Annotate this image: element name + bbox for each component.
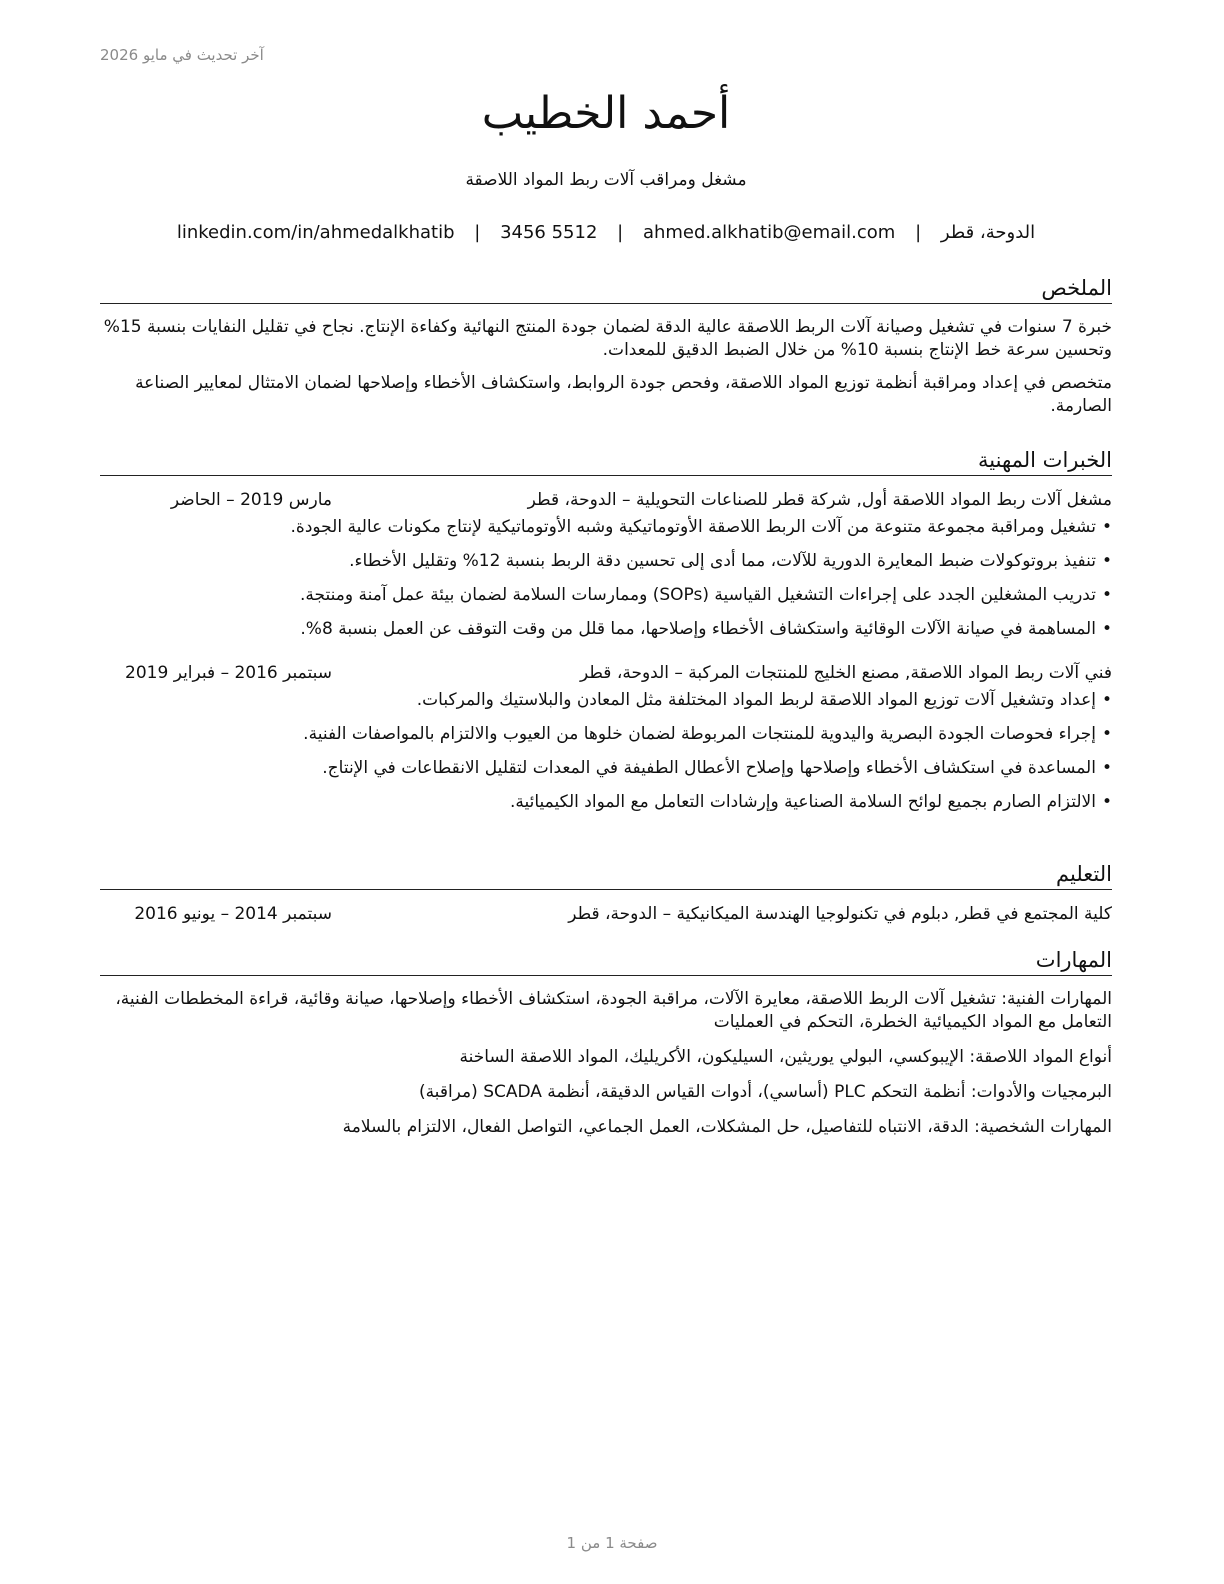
list-item — [100, 550, 1112, 573]
skills-section — [100, 948, 1112, 1151]
bullet-text: المساعدة في استكشاف الأخطاء وإصلاحها وإصلاح الأعطال الطفيفة في المعدات لتقليل الانقطاعات في الإنتاج. — [322, 758, 1096, 779]
bullet-text: المساهمة في صيانة الآلات الوقائية واستكشاف الأخطاء وإصلاحها، مما قلل من وقت التوقف عن العمل بنسبة 8%. — [300, 619, 1096, 640]
contact-email[interactable]: ahmed.alkhatib@email.com — [642, 222, 896, 243]
bullet-text: إجراء فحوصات الجودة البصرية واليدوية للمنتجات المربوطة لضمان خلوها من العيوب والالتزام بالمواصفات الفنية. — [303, 724, 1096, 745]
bullet-icon: • — [1101, 690, 1112, 711]
contact-line — [100, 222, 1112, 243]
bullet-text: الالتزام الصارم بجميع لوائح السلامة الصناعية وإرشادات التعامل مع المواد الكيميائية. — [509, 792, 1096, 813]
list-item — [100, 618, 1112, 641]
job-bullets — [100, 689, 1112, 814]
last-updated-note: آخر تحديث في مايو 2026 — [100, 46, 264, 64]
bullet-text: تدريب المشغلين الجدد على إجراءات التشغيل القياسية (SOPs) وممارسات السلامة لضمان بيئة عمل آمنة ومنتجة. — [300, 585, 1096, 606]
education-section — [100, 862, 1112, 926]
bullet-icon: • — [1101, 619, 1112, 640]
skill-line: البرمجيات والأدوات: أنظمة التحكم PLC (أساسي)، أدوات القياس الدقيقة، أنظمة SCADA (مراقبة) — [418, 1082, 1112, 1103]
bullet-icon: • — [1101, 792, 1112, 813]
contact-separator: | — [915, 222, 922, 243]
list-item — [100, 791, 1112, 814]
education-dates: سبتمبر 2014 – يونيو 2016 — [134, 904, 332, 925]
list-item — [100, 757, 1112, 780]
section-heading: الملخص — [100, 276, 1112, 304]
skill-line: المهارات الفنية: تشغيل آلات الربط اللاصقة، معايرة الآلات، مراقبة الجودة، استكشاف الأخطاء وإصلاحها، صيانة وقائية، قراءة المخططات الفنية، التعامل مع المواد الكيميائية الخطرة، التحكم في العمليات — [115, 989, 1112, 1033]
education-degree: كلية المجتمع في قطر, دبلوم في تكنولوجيا الهندسة الميكانيكية – الدوحة، قطر — [568, 904, 1112, 925]
education-entry — [100, 902, 1112, 926]
summary-paragraph: خبرة 7 سنوات في تشغيل وصيانة آلات الربط اللاصقة عالية الدقة لضمان جودة المنتج النهائية وكفاءة الإنتاج. نجاح في تقليل النفايات بنسبة 15% وتحسين سرعة خط الإنتاج بنسبة 10% من خلال الضبط الدقيق للمعدات. — [103, 317, 1112, 361]
contact-separator: | — [474, 222, 481, 243]
list-item — [100, 516, 1112, 539]
job-dates: مارس 2019 – الحاضر — [170, 490, 332, 511]
bullet-icon: • — [1101, 724, 1112, 745]
summary-section — [100, 276, 1112, 428]
job-header — [100, 488, 1112, 512]
job-title: مشغل ومراقب آلات ربط المواد اللاصقة — [465, 170, 747, 190]
job-role: فني آلات ربط المواد اللاصقة, مصنع الخليج للمنتجات المركبة – الدوحة، قطر — [579, 663, 1112, 684]
bullet-text: تنفيذ بروتوكولات ضبط المعايرة الدورية للآلات، مما أدى إلى تحسين دقة الربط بنسبة 12% وتقليل الأخطاء. — [349, 551, 1096, 572]
list-item — [100, 689, 1112, 712]
skill-line: أنواع المواد اللاصقة: الإيبوكسي، البولي يوريثين، السيليكون، الأكريليك، المواد اللاصقة الساخنة — [459, 1047, 1112, 1068]
job-entry — [100, 661, 1112, 814]
summary-paragraph: متخصص في إعداد ومراقبة أنظمة توزيع المواد اللاصقة، وفحص جودة الروابط، واستكشاف الأخطاء وإصلاحها لضمان الامتثال لمعايير الصناعة الصارمة. — [135, 373, 1112, 417]
job-role: مشغل آلات ربط المواد اللاصقة أول, شركة قطر للصناعات التحويلية – الدوحة، قطر — [527, 490, 1112, 511]
section-heading: المهارات — [100, 948, 1112, 976]
page-number-footer: صفحة 1 من 1 — [566, 1534, 658, 1552]
bullet-text: تشغيل ومراقبة مجموعة متنوعة من آلات الربط اللاصقة الأوتوماتيكية وشبه الأوتوماتيكية لإنتاج مكونات عالية الجودة. — [290, 517, 1096, 538]
job-entry — [100, 488, 1112, 641]
section-heading: التعليم — [100, 862, 1112, 890]
contact-separator: | — [617, 222, 624, 243]
candidate-name: أحمد الخطيب — [481, 88, 731, 139]
contact-linkedin[interactable]: linkedin.com/in/ahmedalkhatib — [176, 222, 455, 243]
bullet-icon: • — [1101, 517, 1112, 538]
bullet-icon: • — [1101, 551, 1112, 572]
job-dates: سبتمبر 2016 – فبراير 2019 — [125, 663, 332, 684]
skill-line: المهارات الشخصية: الدقة، الانتباه للتفاصيل، حل المشكلات، العمل الجماعي، التواصل الفعال، الالتزام بالسلامة — [342, 1117, 1112, 1138]
job-header — [100, 661, 1112, 685]
list-item — [100, 584, 1112, 607]
contact-phone: 3456 5512 — [500, 222, 598, 243]
section-heading: الخبرات المهنية — [100, 448, 1112, 476]
bullet-text: إعداد وتشغيل آلات توزيع المواد اللاصقة لربط المواد المختلفة مثل المعادن والبلاستيك والمركبات. — [416, 690, 1096, 711]
job-bullets — [100, 516, 1112, 641]
list-item — [100, 723, 1112, 746]
bullet-icon: • — [1101, 758, 1112, 779]
resume-page — [100, 0, 1112, 1584]
contact-location: الدوحة، قطر — [940, 222, 1036, 243]
bullet-icon: • — [1101, 585, 1112, 606]
experience-section — [100, 448, 1112, 825]
